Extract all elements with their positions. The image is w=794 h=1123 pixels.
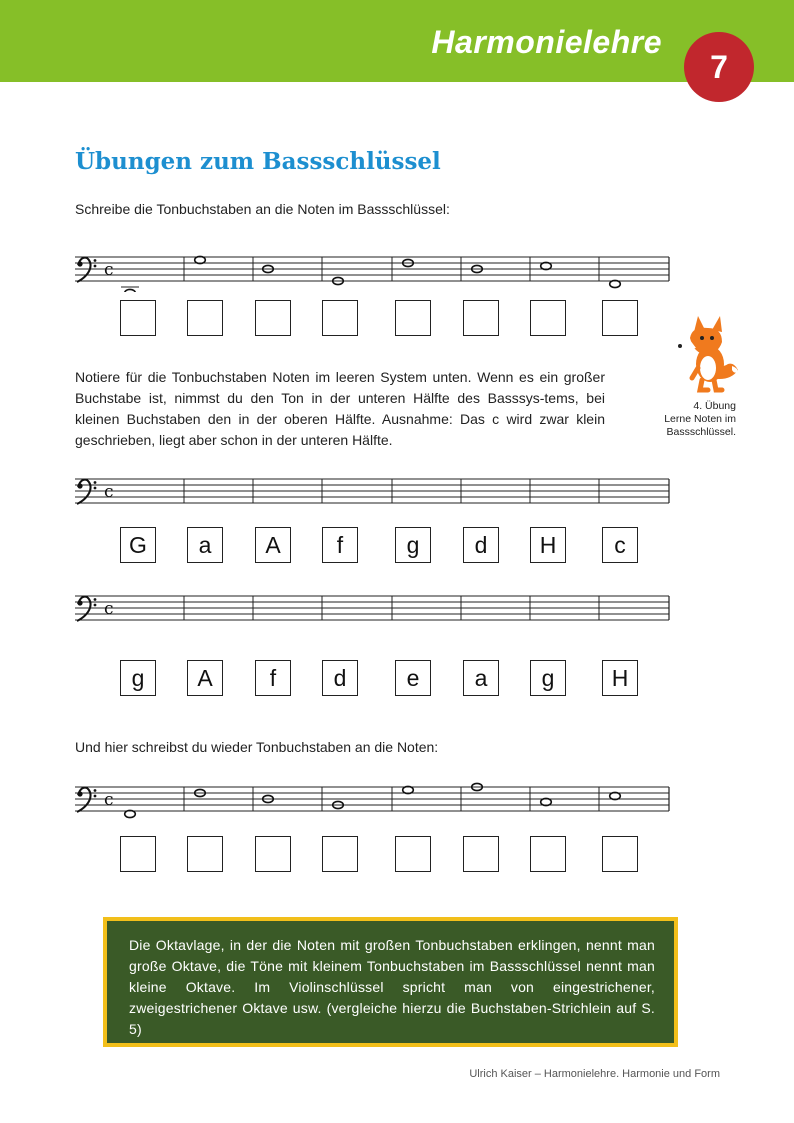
letter-box: f: [322, 527, 358, 563]
answer-box[interactable]: [602, 300, 638, 336]
footer: Ulrich Kaiser – Harmonielehre. Harmonie und Form: [469, 1068, 720, 1080]
time-signature: c: [104, 599, 114, 619]
whole-note: [125, 289, 136, 292]
caption-line-2: Lerne Noten im: [664, 413, 736, 425]
letter-box: g: [530, 660, 566, 696]
bass-clef-icon: [77, 788, 96, 812]
letter-box: G: [120, 527, 156, 563]
letter-box: c: [602, 527, 638, 563]
answer-box[interactable]: [395, 300, 431, 336]
page-number-badge: 7: [684, 32, 754, 102]
instruction-3: Und hier schreibst du wieder Tonbuchstaben an die Noten:: [75, 739, 439, 755]
answer-box[interactable]: [463, 836, 499, 872]
letter-box: H: [530, 527, 566, 563]
caption-line-3: Bassschlüssel.: [666, 426, 736, 438]
info-text: Die Oktavlage, in der die Noten mit großen Tonbuchstaben erklingen, nennt man große Oktave, die Töne mit kleinem Tonbuchstaben im Bassschlüssel nennt man kleine Oktave. Im Violinschlüssel spricht man von eingestrichener, zweigestrichener Oktave usw. (vergleiche hierzu die Buchstaben-Strichlein auf S. 5): [129, 937, 655, 1037]
letter-box: A: [255, 527, 291, 563]
answer-box[interactable]: [187, 300, 223, 336]
answer-box[interactable]: [120, 300, 156, 336]
answer-box[interactable]: [187, 836, 223, 872]
fox-icon: [672, 312, 742, 394]
staff-exercise-1: [0, 252, 794, 292]
bass-clef-icon: [77, 597, 96, 621]
letter-box: A: [187, 660, 223, 696]
answer-box[interactable]: [463, 300, 499, 336]
page-header: [0, 0, 794, 82]
section-title: Übungen zum Bassschlüssel: [75, 148, 441, 175]
answer-box[interactable]: [530, 300, 566, 336]
letter-box: g: [395, 527, 431, 563]
answer-box[interactable]: [322, 300, 358, 336]
staff-exercise-3: [0, 782, 794, 822]
letter-box: a: [187, 527, 223, 563]
letter-box: f: [255, 660, 291, 696]
time-signature: c: [104, 790, 114, 810]
info-box: [103, 917, 678, 1047]
bass-clef-icon: [77, 258, 96, 282]
answer-box[interactable]: [530, 836, 566, 872]
letter-box: g: [120, 660, 156, 696]
instruction-1: Schreibe die Tonbuchstaben an die Noten im Bassschlüssel:: [75, 201, 450, 217]
answer-box[interactable]: [255, 836, 291, 872]
header-title: Harmonielehre: [431, 24, 662, 60]
answer-box[interactable]: [120, 836, 156, 872]
answer-box[interactable]: [395, 836, 431, 872]
time-signature: c: [104, 260, 114, 280]
instruction-2: Notiere für die Tonbuchstaben Noten im leeren System unten. Wenn es ein großer Buchstabe ist, nimmst du den Ton in der unteren Hälfte des Basssys-tems, bei kleinen Buchstaben den in der oberen Hälfte. Ausnahme: Das c wird zwar klein geschrieben, liegt aber schon in der unteren Hälfte.: [75, 369, 605, 448]
letter-box: d: [463, 527, 499, 563]
time-signature: c: [104, 482, 114, 502]
letter-box: d: [322, 660, 358, 696]
fox-caption: [636, 400, 736, 439]
answer-box[interactable]: [255, 300, 291, 336]
letter-box: e: [395, 660, 431, 696]
caption-line-1: 4. Übung: [693, 400, 736, 412]
staff-empty-2: [0, 591, 794, 631]
letter-box: H: [602, 660, 638, 696]
bass-clef-icon: [77, 480, 96, 504]
answer-box[interactable]: [602, 836, 638, 872]
letter-box: a: [463, 660, 499, 696]
answer-box[interactable]: [322, 836, 358, 872]
staff-empty-1: [0, 474, 794, 514]
